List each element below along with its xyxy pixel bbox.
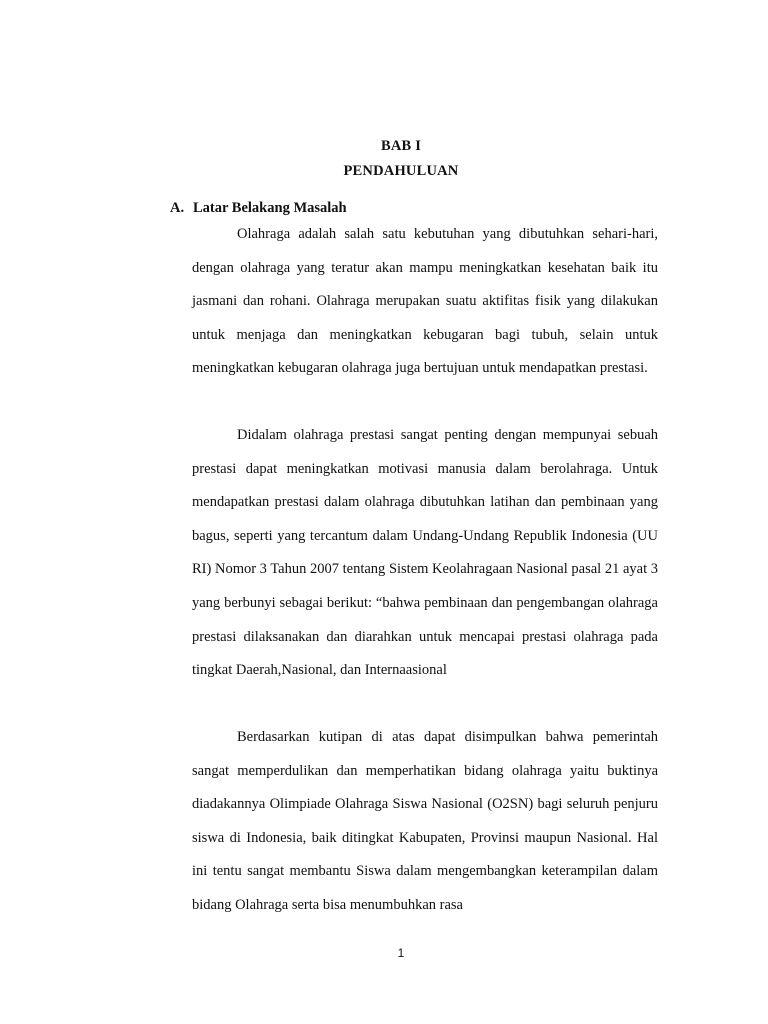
chapter-number: BAB I (380, 138, 422, 154)
paragraph-text: Didalam olahraga prestasi sangat penting dengan mempunyai sebuah prestasi dapat meningkatkan motivasi manusia dalam berolahraga. Untuk mendapatkan prestasi dalam olahraga dibutuhkan latihan dan pembinaan yang bagus, seperti yang tercantum dalam Undang-Undang Republik Indonesia (UU RI) Nomor 3 Tahun 2007 tentang Sistem Keolahragaan Nasional pasal 21 ayat 3 yang berbunyi sebagai berikut: “bahwa pembinaan dan pengembangan olahraga prestasi dilaksanakan dan diarahkan untuk mencapai prestasi olahraga pada tingkat Daerah,Nasional, dan Internaasional (192, 427, 658, 679)
paragraph (192, 721, 658, 923)
page-number: 1 (397, 946, 405, 960)
section-letter: A. (170, 200, 185, 216)
paragraph (192, 419, 658, 688)
chapter-title: PENDAHULUAN (343, 163, 459, 179)
section-title: Latar Belakang Masalah (193, 200, 347, 216)
paragraph (192, 218, 658, 386)
section-heading (170, 200, 347, 217)
paragraph-text: Olahraga adalah salah satu kebutuhan yang dibutuhkan sehari-hari, dengan olahraga yang teratur akan mampu meningkatkan kesehatan baik itu jasmani dan rohani. Olahraga merupakan suatu aktifitas fisik yang dilakukan untuk menjaga dan meningkatkan kebugaran bagi tubuh, selain untuk meningkatkan kebugaran olahraga juga bertujuan untuk mendapatkan prestasi. (192, 226, 658, 377)
paragraph-text: Berdasarkan kutipan di atas dapat disimpulkan bahwa pemerintah sangat memperdulikan dan memperhatikan bidang olahraga yaitu buktinya diadakannya Olimpiade Olahraga Siswa Nasional (O2SN) bagi seluruh penjuru siswa di Indonesia, baik ditingkat Kabupaten, Provinsi maupun Nasional. Hal ini tentu sangat membantu Siswa dalam mengembangkan keterampilan dalam bidang Olahraga serta bisa menumbuhkan rasa (192, 729, 658, 913)
